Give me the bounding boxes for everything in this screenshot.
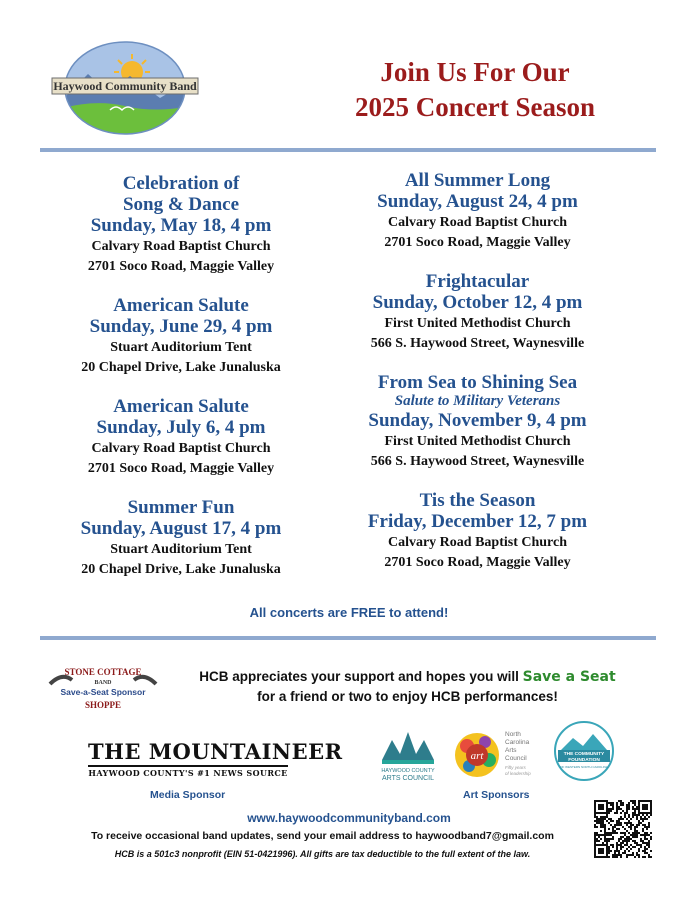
stone-cottage-line3: SHOPPE	[84, 700, 122, 710]
event-title: Song & Dance	[122, 194, 240, 215]
support-line2: for a friend or two to enjoy HCB performances!	[257, 689, 558, 704]
event-date: Sunday, June 29, 4 pm	[89, 316, 273, 337]
event-date: Sunday, August 17, 4 pm	[80, 518, 282, 539]
event-title: Celebration of	[122, 173, 240, 194]
nonprofit-note: HCB is a 501c3 nonprofit (EIN 51-0421996). All gifts are tax deductible to the full extent of the law.	[114, 849, 531, 859]
event-title: From Sea to Shining Sea	[377, 372, 578, 393]
logo-text: Haywood Community Band	[53, 79, 197, 93]
event-title: American Salute	[113, 396, 249, 417]
event-title: American Salute	[113, 295, 249, 316]
media-sponsor-label: Media Sponsor	[150, 789, 226, 801]
events-left-column	[62, 173, 300, 598]
event-date: Sunday, November 9, 4 pm	[368, 410, 587, 431]
concert-event	[62, 497, 300, 580]
event-venue: First United Methodist Church	[384, 316, 571, 331]
art-sponsors-label: Art Sponsors	[463, 789, 530, 801]
cf-small: OF WESTERN NORTH CAROLINA	[560, 765, 608, 769]
event-venue: First United Methodist Church	[384, 434, 571, 449]
haywood-band-logo	[50, 40, 200, 136]
ncac-line4: Council	[505, 755, 527, 762]
mountaineer-logo	[88, 739, 343, 778]
ncac-line2: Carolina	[505, 739, 530, 746]
event-venue: Calvary Road Baptist Church	[387, 535, 568, 550]
nc-arts-council-logo	[451, 726, 543, 784]
event-address: 2701 Soco Road, Maggie Valley	[384, 235, 571, 250]
free-note: All concerts are FREE to attend!	[249, 605, 449, 620]
event-address: 2701 Soco Road, Maggie Valley	[87, 461, 275, 476]
mountaineer-tagline: HAYWOOD COUNTY'S #1 NEWS SOURCE	[88, 765, 288, 778]
mountaineer-name: THE MOUNTAINEER	[88, 739, 343, 764]
qr-code-icon[interactable]	[594, 800, 652, 858]
event-address: 20 Chapel Drive, Lake Junaluska	[81, 562, 281, 577]
event-title: Tis the Season	[419, 490, 536, 511]
event-date: Sunday, October 12, 4 pm	[372, 292, 583, 313]
concert-event	[345, 271, 610, 354]
cf-line2: FOUNDATION	[568, 758, 600, 763]
concert-event	[345, 490, 610, 573]
top-divider	[40, 148, 656, 152]
concert-event	[62, 173, 300, 277]
ncac-line1: North	[505, 731, 521, 738]
event-subtitle: Salute to Military Veterans	[394, 393, 561, 409]
event-date: Sunday, July 6, 4 pm	[96, 417, 266, 438]
event-address: 566 S. Haywood Street, Waynesville	[370, 454, 585, 469]
ncac-small2: of leadership	[505, 771, 531, 776]
event-venue: Calvary Road Baptist Church	[91, 239, 271, 254]
concert-event	[62, 396, 300, 479]
title-line-1: Join Us For Our	[380, 57, 570, 87]
haywood-arts-council-logo	[376, 726, 440, 782]
stone-cottage-line1: STONE COTTAGE	[64, 667, 142, 677]
concert-event	[345, 372, 610, 472]
event-address: 20 Chapel Drive, Lake Junaluska	[81, 360, 281, 375]
website-link[interactable]: www.haywoodcommunityband.com	[247, 811, 451, 825]
title-line-2: 2025 Concert Season	[355, 92, 595, 122]
event-date: Sunday, August 24, 4 pm	[377, 191, 578, 212]
event-title: Frightacular	[425, 271, 530, 292]
cf-line1: THE COMMUNITY	[563, 752, 605, 757]
event-date: Sunday, May 18, 4 pm	[90, 215, 272, 236]
hcac-line1: HAYWOOD COUNTY	[381, 768, 435, 774]
save-a-seat-sponsor-label: Save-a-Seat Sponsor	[60, 687, 146, 697]
event-address: 566 S. Haywood Street, Waynesville	[370, 336, 585, 351]
stone-cottage-logo	[44, 664, 162, 714]
updates-note: To receive occasional band updates, send your email address to haywoodband7@gmail.com	[91, 830, 554, 842]
event-title: All Summer Long	[404, 170, 551, 191]
art-logo-text: art	[470, 750, 484, 762]
save-a-seat-text: Save a Seat	[522, 669, 616, 685]
concert-event	[345, 170, 610, 253]
support-line1: HCB appreciates your support and hopes you will	[199, 669, 523, 684]
event-venue: Calvary Road Baptist Church	[91, 441, 271, 456]
concert-event	[62, 295, 300, 378]
ncac-line3: Arts	[505, 747, 517, 754]
event-venue: Stuart Auditorium Tent	[110, 542, 252, 557]
event-address: 2701 Soco Road, Maggie Valley	[384, 555, 571, 570]
page-title	[330, 55, 620, 125]
event-title: Summer Fun	[127, 497, 235, 518]
community-foundation-logo	[553, 720, 615, 782]
stone-cottage-line2: BAND	[94, 680, 112, 686]
ncac-small1: Fifty years	[505, 765, 526, 770]
support-message	[175, 667, 640, 707]
event-venue: Calvary Road Baptist Church	[387, 215, 568, 230]
event-venue: Stuart Auditorium Tent	[110, 340, 252, 355]
event-date: Friday, December 12, 7 pm	[367, 511, 588, 532]
middle-divider	[40, 636, 656, 640]
hcac-line2: ARTS COUNCIL	[382, 775, 434, 782]
events-right-column	[345, 170, 610, 591]
event-address: 2701 Soco Road, Maggie Valley	[87, 259, 275, 274]
